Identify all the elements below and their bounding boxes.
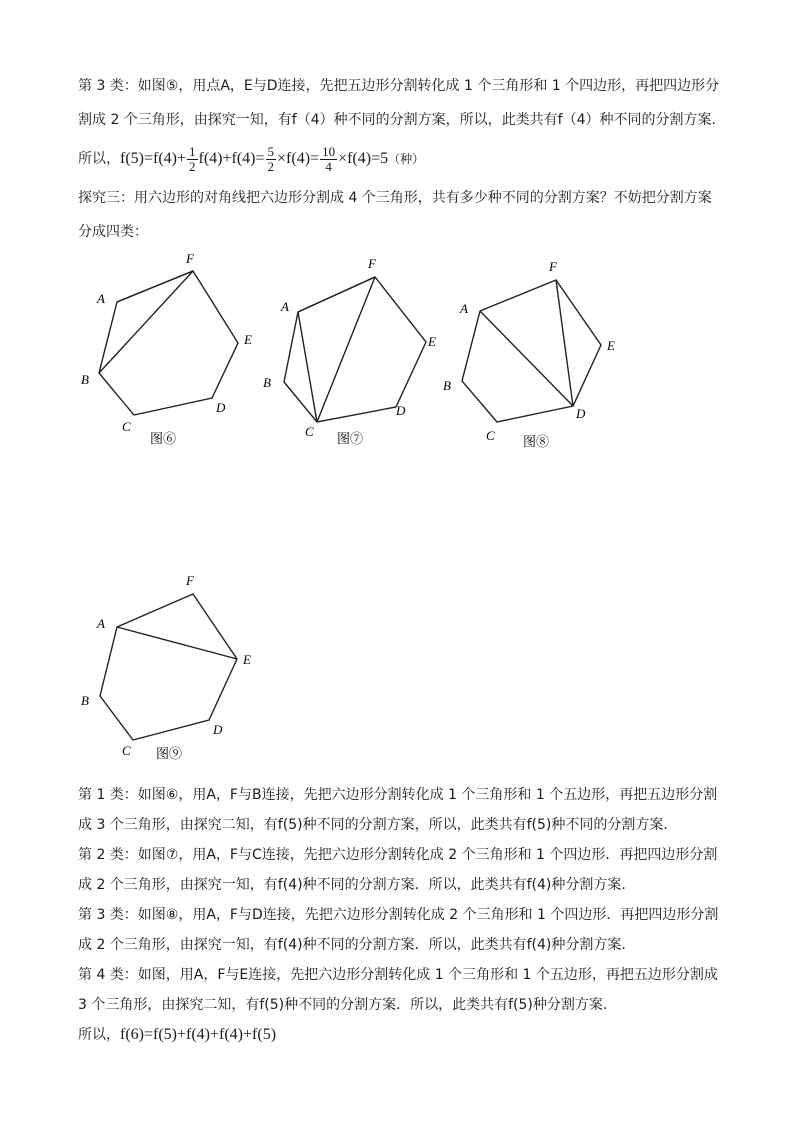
final-equation-line [78, 1025, 276, 1045]
fraction-10-4: $\frac{10}{4}$ [322, 143, 336, 174]
label-F: F [549, 259, 557, 274]
case-4-line-2: 3 个三角形，由探究二知，有f(5)种不同的分割方案．所以，此类共有f(5)种分割方案. [78, 997, 608, 1013]
case-4-line-1: 第 4 类：如图，用A，F与E连接，先把六边形分割转化成 1 个三角形和 1 个五边形，再把五边形分割成 [78, 967, 718, 983]
hexagon-9 [100, 594, 237, 740]
intro-line-1: 第 3 类：如图⑤，用点A，E与D连接，先把五边形分割转化成 1 个三角形和 1 个四边形，再把四边形分 [78, 78, 720, 94]
label-B: B [263, 375, 271, 390]
label-A: A [97, 291, 105, 306]
label-C: C [486, 428, 495, 443]
label-F: F [186, 251, 194, 266]
label-E: E [243, 652, 251, 667]
formula-part-c: ×f(4)= [277, 150, 320, 167]
label-C: C [122, 743, 131, 758]
label-D: D [216, 400, 226, 415]
label-D: D [576, 406, 586, 421]
label-E: E [244, 332, 252, 347]
case-1-line-2: 成 3 个三角形，由探究二知，有f(5)种不同的分割方案，所以，此类共有f(5)种不同的分割方案. [78, 817, 668, 833]
case-1-line-1: 第 1 类：如图⑥，用A，F与B连接，先把六边形分割转化成 1 个三角形和 1 个五边形，再把五边形分割 [78, 787, 718, 803]
label-A: A [281, 299, 289, 314]
label-B: B [81, 372, 89, 387]
label-A: A [460, 301, 468, 316]
label-C: C [305, 424, 314, 439]
intro-line-5: 分成四类： [78, 224, 148, 240]
case-2-line-1: 第 2 类：如图⑦，用A，F与C连接，先把六边形分割转化成 2 个三角形和 1 个四边形．再把四边形分割 [78, 847, 718, 863]
final-equation: f(6)=f(5)+f(4)+f(4)+f(5) [120, 1026, 277, 1043]
formula-part-b: f(4)+f(4)= [198, 150, 265, 167]
label-A: A [97, 616, 105, 631]
label-F: F [186, 573, 194, 588]
case-3-line-1: 第 3 类：如图⑧，用A，F与D连接，先把六边形分割转化成 2 个三角形和 1 个四边形．再把四边形分割 [78, 907, 719, 923]
formula-part-d: ×f(4)=5 [338, 150, 389, 167]
caption-6: 图⑥ [150, 431, 177, 446]
formula-unit: （种） [388, 152, 425, 166]
label-B: B [443, 378, 451, 393]
label-C: C [122, 419, 131, 434]
label-F: F [368, 256, 376, 271]
final-prefix: 所以， [78, 1027, 120, 1043]
intro-line-2: 割成 2 个三角形，由探究一知，有f（4）种不同的分割方案，所以，此类共有f（4）种不同的分割方案. [78, 112, 716, 128]
label-D: D [396, 403, 406, 418]
intro-line-4: 探究三：用六边形的对角线把六边形分割成 4 个三角形，共有多少种不同的分割方案？不妨把分割方案 [78, 190, 712, 206]
label-B: B [81, 693, 89, 708]
formula-part-a: f(5)=f(4)+ [120, 150, 187, 167]
fraction-5-2: $\frac{5}{2}$ [267, 143, 275, 174]
caption-7: 图⑦ [337, 431, 364, 446]
formula-prefix: 所以， [78, 151, 120, 167]
caption-8: 图⑧ [523, 434, 550, 449]
case-2-line-2: 成 2 个三角形，由探究一知，有f(4)种不同的分割方案．所以，此类共有f(4)种分割方案. [78, 877, 626, 893]
case-3-line-2: 成 2 个三角形，由探究一知，有f(4)种不同的分割方案．所以，此类共有f(4)种分割方案. [78, 937, 626, 953]
caption-9: 图⑨ [156, 746, 183, 761]
fraction-1-2: $\frac{1}{2}$ [189, 143, 196, 174]
label-D: D [213, 722, 223, 737]
label-E: E [607, 338, 615, 353]
label-E: E [428, 334, 436, 349]
